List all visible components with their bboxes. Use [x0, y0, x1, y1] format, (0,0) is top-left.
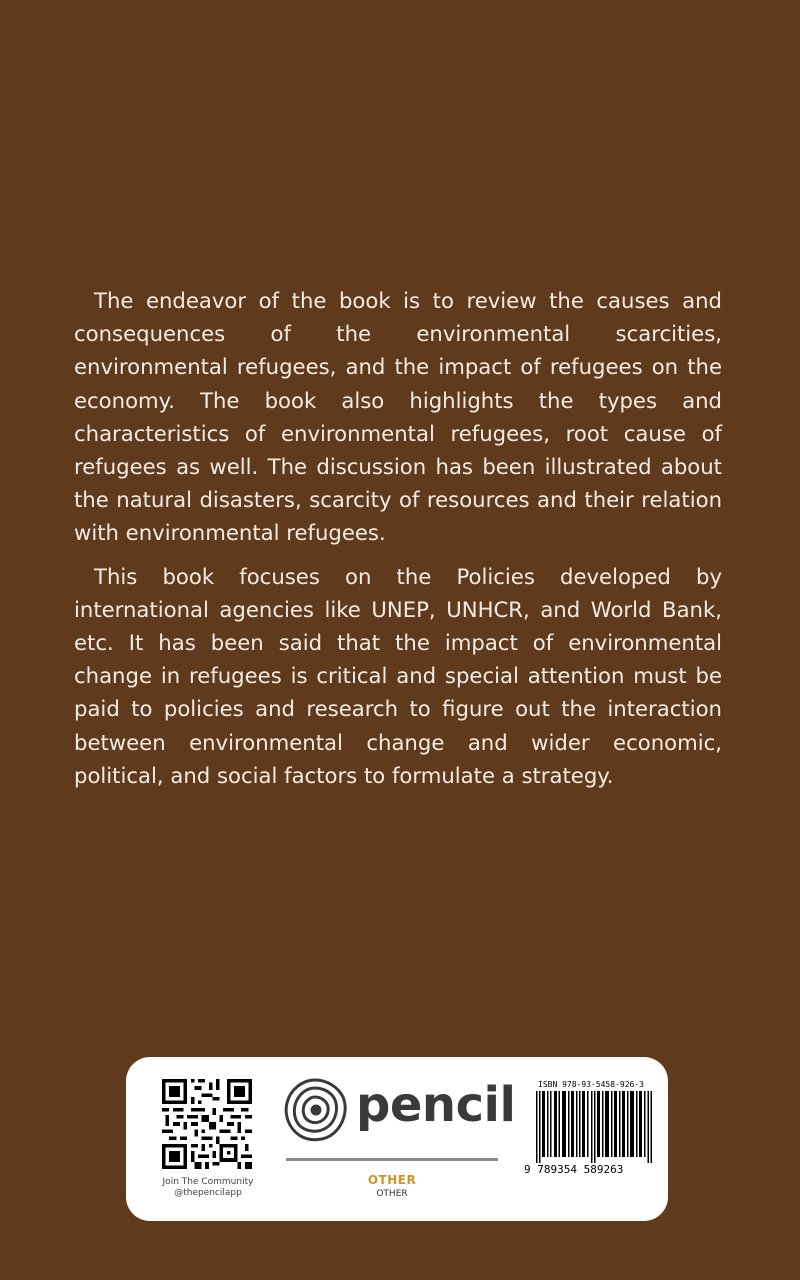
- footer-divider: [286, 1158, 498, 1161]
- barcode-digits: 9 789354 589263: [524, 1163, 624, 1176]
- qr-code: [162, 1079, 252, 1169]
- blurb-paragraph-1: The endeavor of the book is to review the causes and consequences of the environmental scarcities, environmental refugees, and the impact of refugees on the economy. The book also highlights the types and characteristics of environmental refugees, root cause of refugees as well. The discussion has been illustrated about the natural disasters, scarcity of resources and their relation with environmental refugees.: [74, 288, 722, 546]
- pencil-logo-icon: [282, 1077, 348, 1143]
- qr-caption: [142, 1177, 274, 1199]
- subcategory-label: OTHER: [376, 1189, 408, 1199]
- publisher-name: pencil: [356, 1077, 516, 1133]
- isbn-barcode: [536, 1091, 652, 1163]
- qr-caption-line-2: @thepencilapp: [174, 1188, 242, 1198]
- blurb-paragraph-2: This book focuses on the Policies developed by international agencies like UNEP, UNHCR, and World Bank, etc. It has been said that the impact of environmental change in refugees is critical and special attention must be paid to policies and research to figure out the interaction between environmental change and wider economic, political, and social factors to formulate a strategy.: [74, 563, 722, 788]
- publisher-footer-card: [126, 1057, 668, 1221]
- qr-caption-line-1: Join The Community: [162, 1177, 254, 1187]
- isbn-label: ISBN 978-93-5458-926-3: [538, 1080, 644, 1089]
- back-cover-blurb: [74, 284, 722, 802]
- category-label: OTHER: [367, 1173, 417, 1187]
